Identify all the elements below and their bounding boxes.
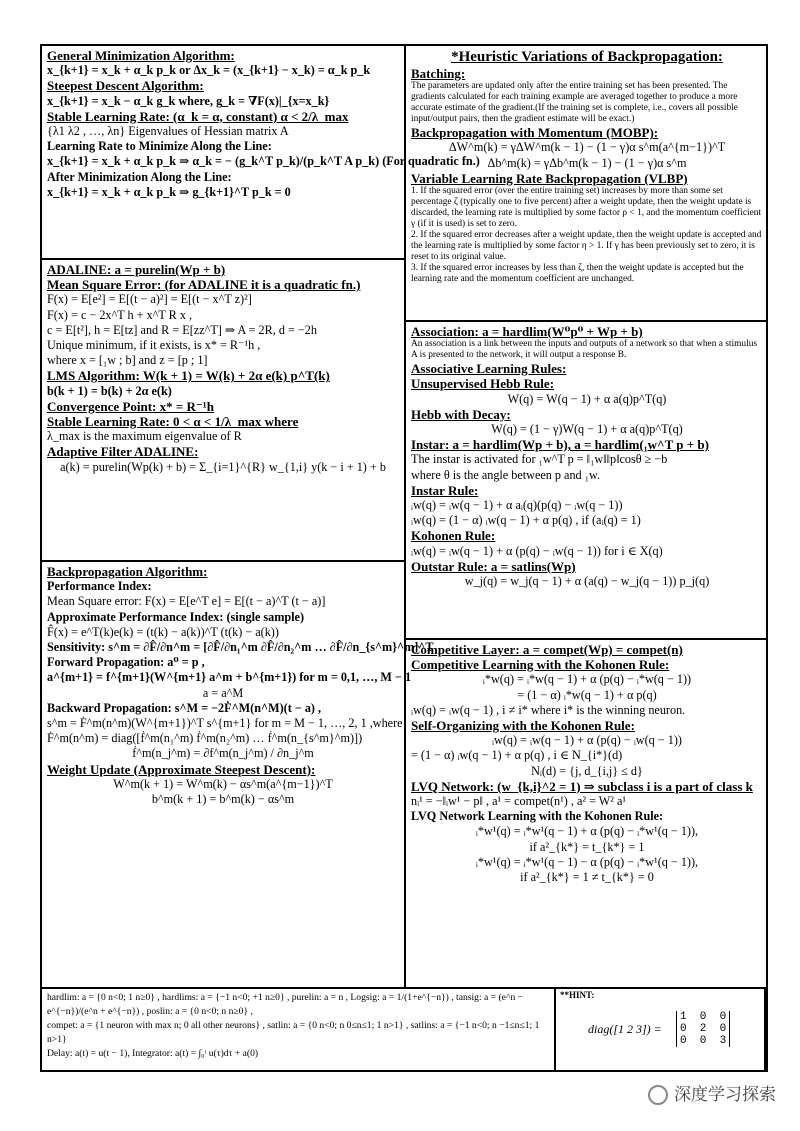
formula-line: 2. If the squared error decreases after a weight update, then the weight update is accepted and the learning rate is multiplied by some factor η > 1. If γ has been previously set to zero, it is reset to its original value. <box>411 230 762 263</box>
formula-line: ᵢw(q) = ᵢw(q − 1) + α aᵢ(q)(p(q) − ᵢw(q − 1)) <box>411 498 623 513</box>
formula-line: a^{m+1} = f^{m+1}(W^{m+1} a^m + b^{m+1}) for m = 0,1, …, M − 1 <box>47 670 412 685</box>
section-heading: Batching: <box>411 66 466 81</box>
formula-line: w_j(q) = w_j(q − 1) + α (a(q) − w_j(q − 1)) p_j(q) <box>464 574 710 589</box>
formula-line: nᵢ¹ = −‖ᵢw¹ − p‖ , a¹ = compet(n¹) , a² = W² a¹ <box>411 794 627 809</box>
formula-line: {λ1 λ2 , …, λn} Eigenvalues of Hessian matrix A <box>47 124 289 139</box>
matrix-row: 0 2 0 <box>680 1023 727 1035</box>
section-heading: Instar Rule: <box>411 482 479 498</box>
backpropagation-section <box>42 562 434 987</box>
formula-line: x_{k+1} = x_k − α_k g_k where, g_k = ∇F(x)|_{x=x_k} <box>47 93 330 108</box>
section-heading: Self-Organizing with the Kohonen Rule: <box>411 718 635 734</box>
formula-line: x_{k+1} = x_k + α_k p_k ⇒ g_{k+1}^T p_k = 0 <box>47 184 291 199</box>
section-heading: ADALINE: a = purelin(Wp + b) <box>47 262 226 277</box>
section-heading: Stable Learning Rate: 0 < α < 1/λ_max where <box>47 414 299 430</box>
formula-line: ᵢ*w¹(q) = ᵢ*w¹(q − 1) + α (p(q) − ᵢ*w¹(q − 1)), <box>475 824 699 839</box>
formula-line: ḟ^m(n_j^m) = ∂f^m(n_j^m) / ∂n_j^m <box>132 746 314 761</box>
transfer-function-line: hardlim: a = {0 n<0; 1 n≥0} , hardlims: a = {−1 n<0; +1 n≥0} , purelin: a = n , Logsig: a = 1/(1+e^{−n}) , tansig: a = (e^n − e^{−n})/(e^n + e^{−n}) , poslin: a = {0 n<0; n n≥0} , <box>47 992 524 1017</box>
formula-line: Nᵢ(d) = {j, d_{i,j} ≤ d} <box>531 763 643 778</box>
formula-line: s^m = Ḟ^m(n^m)(W^{m+1})^T s^{m+1} for m = M − 1, …, 2, 1 ,where <box>47 716 403 731</box>
formula-line: b^m(k + 1) = b^m(k) − αs^m <box>151 792 295 807</box>
formula-line: 3. If the squared error increases by less than ζ, then the weight update is accepted but the learning rate and the momentum coefficient are unchanged. <box>411 263 744 285</box>
formula-line: c = E[t²], h = E[tz] and R = E[zz^T] ⇒ A = 2R, d = −2h <box>47 322 317 337</box>
transfer-function-line: Delay: a(t) = u(t − 1), Integrator: a(t) = ∫₀ᵗ u(τ)dτ + a(0) <box>47 1048 259 1059</box>
formula-line: if a²_{k*} = 1 ≠ t_{k*} = 0 <box>520 870 654 885</box>
formula-line: W(q) = (1 − γ)W(q − 1) + α a(q)p^T(q) <box>491 422 683 437</box>
section-heading: Competitive Learning with the Kohonen Rule: <box>411 657 670 673</box>
formula-line: W(q) = W(q − 1) + α a(q)p^T(q) <box>507 391 667 406</box>
formula-line: Mean Square error: F(x) = E[e^T e] = E[(t − a)^T (t − a)] <box>47 594 326 609</box>
formula-line: ᵢ*w¹(q) = ᵢ*w¹(q − 1) − α (p(q) − ᵢ*w¹(q − 1)), <box>475 854 699 869</box>
formula-line: a = a^M <box>202 685 244 700</box>
watermark <box>648 1080 776 1105</box>
section-heading: Kohonen Rule: <box>411 528 496 544</box>
formula-line: Forward Propagation: a⁰ = p , <box>47 655 205 670</box>
formula-line: ᵢw(q) = (1 − α) ᵢw(q − 1) + α p(q) , if (aᵢ(q) = 1) <box>411 513 641 528</box>
formula-line: ᵢw(q) = ᵢw(q − 1) + α (p(q) − ᵢw(q − 1)) <box>492 733 682 748</box>
section-heading: Adaptive Filter ADALINE: <box>47 444 199 460</box>
formula-line: ᵢw(q) = ᵢw(q − 1) , i ≠ i* where i* is the winning neuron. <box>411 702 686 717</box>
section-heading: Stable Learning Rate: (α_k = α, constant) α < 2/λ_max <box>47 108 349 124</box>
watermark-text: 深度学习探索 <box>674 1085 776 1105</box>
diag-matrix <box>676 1011 730 1047</box>
hint-box <box>554 987 766 1072</box>
associative-learning-section <box>406 322 768 640</box>
section-heading: Steepest Descent Algorithm: <box>47 78 204 94</box>
formula-line: F(x) = E[e²] = E[(t − a)²] = E[(t − x^T z)²] <box>47 292 252 307</box>
formula-line: W^m(k + 1) = W^m(k) − αs^m(a^{m−1})^T <box>113 776 333 791</box>
section-heading: Weight Update (Approximate Steepest Descent): <box>47 761 316 777</box>
section-heading: LMS Algorithm: W(k + 1) = W(k) + 2α e(k) p^T(k) <box>47 368 330 384</box>
formula-line: After Minimization Along the Line: <box>47 169 232 184</box>
formula-line: ΔW^m(k) = γΔW^m(k − 1) − (1 − γ)α s^m(a^{m−1})^T <box>448 140 726 155</box>
formula-line: An association is a link between the inputs and outputs of a network so that when a stimulus A is presented to the network, it will output a response B. <box>411 339 758 361</box>
formula-line: if a²_{k*} = t_{k*} = 1 <box>529 839 645 854</box>
formula-line: ᵢ*w(q) = ᵢ*w(q − 1) + α (p(q) − ᵢ*w(q − 1)) <box>482 672 692 687</box>
section-heading: Outstar Rule: a = satlins(Wp) <box>411 558 576 574</box>
section-heading: Mean Square Error: (for ADALINE it is a quadratic fn.) <box>47 277 361 293</box>
section-heading: Hebb with Decay: <box>411 406 511 422</box>
section-heading: Variable Learning Rate Backpropagation (VLBP) <box>411 170 688 186</box>
formula-line: Sensitivity: s^m = ∂F̂/∂n^m = [∂F̂/∂n₁^m ∂F̂/∂n₂^m … ∂F̂/∂n_{s^m}^m]^T <box>47 640 434 655</box>
formula-line: where θ is the angle between p and ₁w. <box>411 467 600 482</box>
formula-line: = (1 − α) ᵢw(q − 1) + α p(q) , i ∈ N_{i*}(d) <box>411 748 623 763</box>
formula-line: a(k) = purelin(Wp(k) + b) = Σ_{i=1}^{R} w_{1,i} y(k − i + 1) + b <box>60 459 386 474</box>
section-heading: Backpropagation Algorithm: <box>47 564 208 579</box>
section-heading: Backpropagation with Momentum (MOBP): <box>411 125 659 141</box>
heuristic-variations-section <box>406 46 768 322</box>
section-heading: LVQ Network: (w_{k,i}^2 = 1) ⇒ subclass i is a part of class k <box>411 778 753 794</box>
formula-line: F(x) = c − 2x^T h + x^T R x , <box>47 307 193 322</box>
formula-line: ᵢw(q) = ᵢw(q − 1) + α (p(q) − ᵢw(q − 1)) for i ∈ X(q) <box>411 543 663 558</box>
formula-line: 1. If the squared error (over the entire training set) increases by more than some set percentage ζ (typically one to five percent) after a weight update, then the weight update is discarded, the learning rate is multiplied by some factor ρ < 1, and the momentum coefficient γ (if it is used) is set to zero. <box>411 186 762 230</box>
formula-line: Backward Propagation: s^M = −2Ḟ^M(n^M)(t − a) , <box>47 700 322 715</box>
formula-line: Δb^m(k) = γΔb^m(k − 1) − (1 − γ)α s^m <box>487 155 687 170</box>
hint-expression: diag([1 2 3]) = <box>588 1022 662 1036</box>
section-heading: General Minimization Algorithm: <box>47 48 235 63</box>
formula-line: where x = [₁w ; b] and z = [p ; 1] <box>47 353 208 368</box>
section-heading: Associative Learning Rules: <box>411 361 567 377</box>
adaline-section <box>42 260 406 562</box>
formula-line: Learning Rate to Minimize Along the Line: <box>47 139 272 154</box>
section-heading: Unsupervised Hebb Rule: <box>411 376 555 392</box>
formula-line: λ_max is the maximum eigenvalue of R <box>47 429 242 444</box>
matrix-row: 1 0 0 <box>680 1011 727 1023</box>
transfer-function-line: compet: a = {1 neuron with max n; 0 all other neurons} , satlin: a = {0 n<0; n 0≤n≤1; 1 n>1} , satlins: a = {−1 n<0; n −1≤n≤1; 1 n>1} <box>47 1020 540 1045</box>
hint-label: **HINT: <box>560 990 595 1000</box>
formula-line: x_{k+1} = x_k + α_k p_k or Δx_k = (x_{k+1} − x_k) = α_k p_k <box>47 63 371 78</box>
formula-line: Unique minimum, if it exists, is x* = R⁻¹h , <box>47 338 261 353</box>
formula-line: LVQ Network Learning with the Kohonen Rule: <box>411 809 664 824</box>
formula-line: b(k + 1) = b(k) + 2α e(k) <box>47 383 172 398</box>
heuristic-title: *Heuristic Variations of Backpropagation: <box>451 49 723 65</box>
section-heading: Association: a = hardlim(W⁰p⁰ + Wp + b) <box>411 324 643 339</box>
formula-line: Performance Index: <box>47 579 152 594</box>
formula-line: Ḟ^m(n^m) = diag([ḟ^m(n₁^m) ḟ^m(n₂^m) … ḟ^m(n_{s^m}^m)]) <box>47 731 363 746</box>
formula-line: F̂(x) = e^T(k)e(k) = (t(k) − a(k))^T (t(k) − a(k)) <box>47 624 279 639</box>
wechat-icon <box>648 1085 668 1105</box>
cheat-sheet-page <box>40 44 768 1072</box>
section-heading: Competitive Layer: a = compet(Wp) = compet(n) <box>411 642 683 657</box>
matrix-row: 0 0 3 <box>680 1035 727 1047</box>
section-heading: Convergence Point: x* = R⁻¹h <box>47 398 214 414</box>
section-heading: Instar: a = hardlim(Wp + b), a = hardlim(₁w^T p + b) <box>411 437 709 453</box>
formula-line: The instar is activated for ₁w^T p = ‖₁w‖‖p‖cosθ ≥ −b <box>411 452 668 467</box>
formula-line: The parameters are updated only after the entire training set has been presented. The gradients calculated for each training example are averaged together to produce a more accurate estimate of the gradient.(If the training set is complete, i.e., covers all possible input/output pairs, then the gradient estimate will be exact.) <box>411 81 738 125</box>
formula-line: = (1 − α) ᵢ*w(q − 1) + α p(q) <box>517 687 657 702</box>
formula-line: Approximate Performance Index: (single sample) <box>47 609 305 624</box>
formula-line: x_{k+1} = x_k + α_k p_k ⇒ α_k = − (g_k^T p_k)/(p_k^T A p_k) (For quadratic fn.) <box>47 154 480 169</box>
competitive-learning-section <box>406 640 768 987</box>
